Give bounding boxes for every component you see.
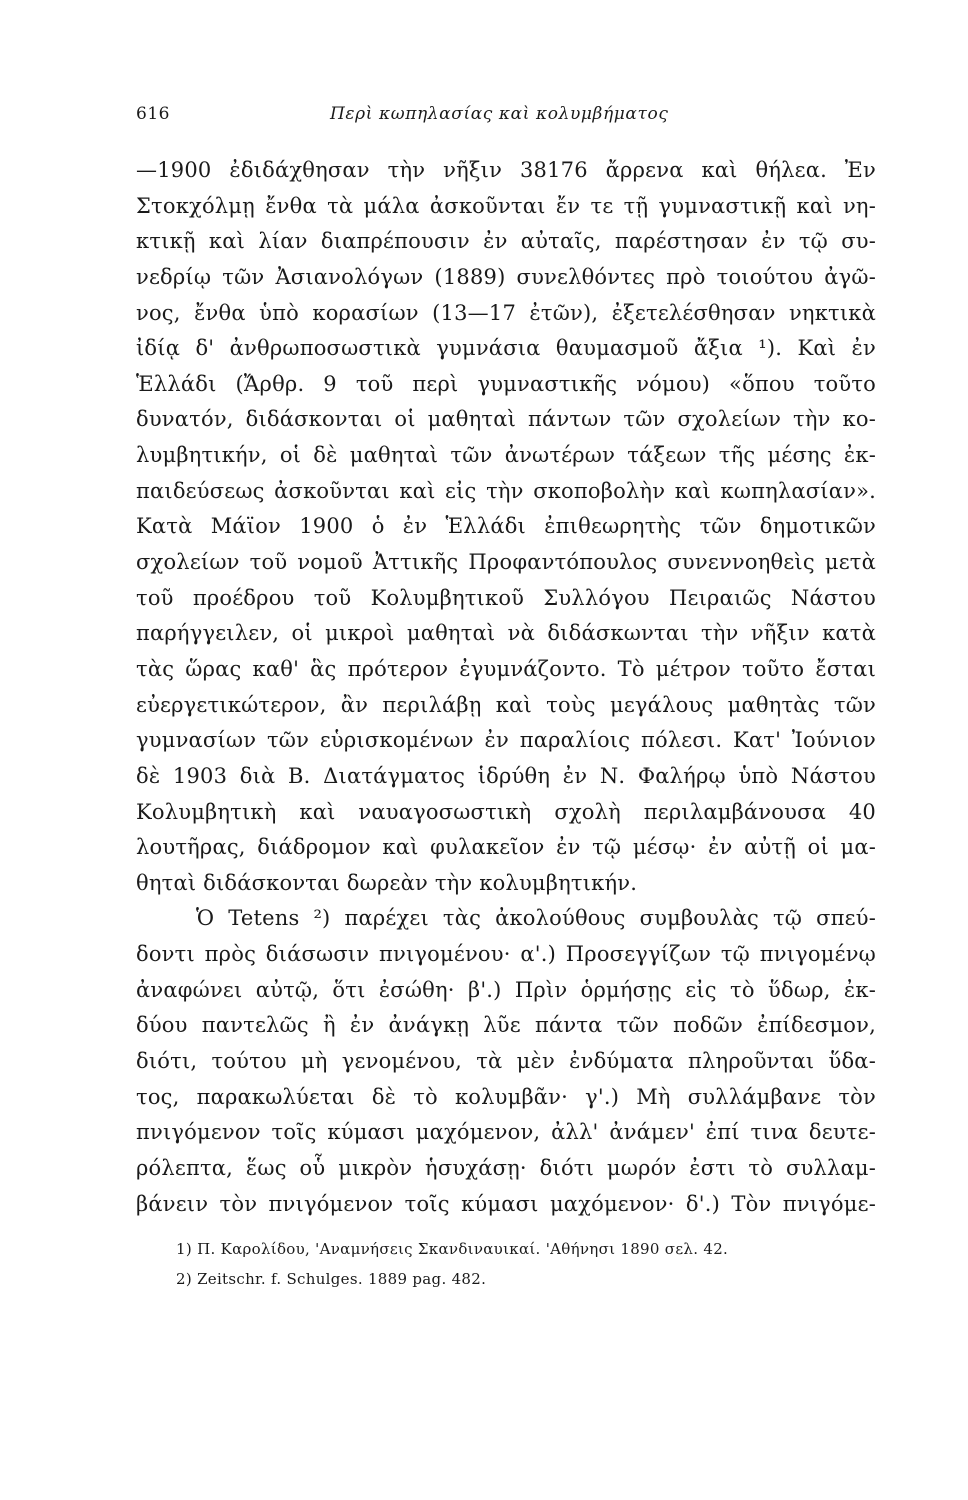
text-line: λουτῆρας, διάδρομον καὶ φυλακεῖον ἐν τῷ μέσῳ· ἐν αὐτῇ οἱ μα- <box>136 835 876 860</box>
text-line: δοντι πρὸς διάσωσιν πνιγομένου· α'.) Προσεγγίζων τῷ πνιγομένῳ <box>136 942 876 967</box>
footnotes <box>176 1234 876 1294</box>
footnote-1: 1) Π. Καρολίδου, 'Αναμνήσεις Σκανδιναυικαί. 'Αθήνησι 1890 σελ. 42. <box>176 1240 729 1258</box>
page-number: 616 <box>136 104 170 124</box>
text-line: παιδεύσεως ἀσκοῦνται καὶ εἰς τὴν σκοποβολὴν καὶ κωπηλασίαν». <box>136 478 876 503</box>
text-line: Ἑλλάδι (Ἄρθρ. 9 τοῦ περὶ γυμναστικῆς νόμου) «ὅπου τοῦτο <box>136 371 876 396</box>
footnote-2: 2) Zeitschr. f. Schulges. 1889 pag. 482. <box>176 1270 487 1288</box>
text-line: Στοκχόλμῃ ἔνθα τὰ μάλα ἀσκοῦνται ἔν τε τῇ γυμναστικῇ καὶ νη- <box>136 193 876 218</box>
text-line: κτικῇ καὶ λίαν διαπρέπουσιν ἐν αὐταῖς, παρέστησαν ἐν τῷ συ- <box>136 229 876 254</box>
text-line: δύου παντελῶς ἢ ἐν ἀνάγκῃ λῦε πάντα τῶν ποδῶν ἐπίδεσμον, <box>136 1013 876 1038</box>
text-line: Κολυμβητικὴ καὶ ναυαγοσωστικὴ σχολὴ περιλαμβάνουσα 40 <box>136 799 876 824</box>
running-title: Περὶ κωπηλασίας καὶ κολυμβήματος <box>330 104 669 124</box>
body-text <box>136 153 876 1222</box>
text-line: δὲ 1903 διὰ Β. Διατάγματος ἱδρύθη ἐν Ν. Φαλήρῳ ὑπὸ Νάστου <box>136 763 876 788</box>
text-line: γυμνασίων τῶν εὑρισκομένων ἐν παραλίοις πόλεσι. Κατ' Ἰούνιον <box>136 728 876 753</box>
text-line: νος, ἔνθα ὑπὸ κορασίων (13—17 ἐτῶν), ἐξετελέσθησαν νηκτικὰ <box>136 300 876 325</box>
text-line: τὰς ὥρας καθ' ἃς πρότερον ἐγυμνάζοντο. Τὸ μέτρον τοῦτο ἔσται <box>136 656 876 681</box>
text-line: ἀναφώνει αὐτῷ, ὅτι ἐσώθη· β'.) Πρὶν ὁρμήσῃς εἰς τὸ ὕδωρ, ἐκ- <box>136 977 876 1002</box>
text-line: εὐεργετικώτερον, ἂν περιλάβῃ καὶ τοὺς μεγάλους μαθητὰς τῶν <box>136 692 876 717</box>
text-line: τοῦ προέδρου τοῦ Κολυμβητικοῦ Συλλόγου Πειραιῶς Νάστου <box>136 585 876 610</box>
text-line: βάνειν τὸν πνιγόμενον τοῖς κύμασι μαχόμενον· δ'.) Τὸν πνιγόμε- <box>136 1191 876 1216</box>
text-line: πνιγόμενον τοῖς κύμασι μαχόμενον, ἀλλ' ἀνάμεν' ἐπί τινα δευτε- <box>136 1120 876 1145</box>
text-line: ἰδίᾳ δ' ἀνθρωποσωστικὰ γυμνάσια θαυμασμοῦ ἄξια ¹). Καὶ ἐν <box>136 336 876 361</box>
text-line: λυμβητικήν, οἱ δὲ μαθηταὶ τῶν ἀνωτέρων τάξεων τῆς μέσης ἐκ- <box>136 443 876 468</box>
text-line: Ὁ Tetens ²) παρέχει τὰς ἀκολούθους συμβουλὰς τῷ σπεύ- <box>196 906 876 931</box>
text-line: ρόλεπτα, ἕως οὗ μικρὸν ἡσυχάσῃ· διότι μωρόν ἐστι τὸ συλλαμ- <box>136 1155 876 1180</box>
text-line: —1900 ἐδιδάχθησαν τὴν νῆξιν 38176 ἄρρενα καὶ θήλεα. Ἐν <box>136 158 876 182</box>
text-line: δυνατόν, διδάσκονται οἱ μαθηταὶ πάντων τῶν σχολείων τὴν κο- <box>136 407 876 432</box>
text-line: διότι, τούτου μὴ γενομένου, τὰ μὲν ἐνδύματα πληροῦνται ὕδα- <box>136 1049 876 1074</box>
text-line: τος, παρακωλύεται δὲ τὸ κολυμβᾶν· γ'.) Μὴ συλλάμβανε τὸν <box>136 1084 876 1109</box>
text-line: σχολείων τοῦ νομοῦ Ἀττικῆς Προφαντόπουλος συνεννοηθεὶς μετὰ <box>136 550 876 575</box>
text-line: θηταὶ διδάσκονται δωρεὰν τὴν κολυμβητικήν. <box>136 870 638 895</box>
text-line: παρήγγειλεν, οἱ μικροὶ μαθηταὶ νὰ διδάσκωνται τὴν νῆξιν κατὰ <box>136 621 876 646</box>
text-line: Κατὰ Μάϊον 1900 ὁ ἐν Ἑλλάδι ἐπιθεωρητὴς τῶν δημοτικῶν <box>136 514 876 539</box>
text-line: νεδρίῳ τῶν Ἀσιανολόγων (1889) συνελθόντες πρὸ τοιούτου ἀγῶ- <box>136 264 876 289</box>
